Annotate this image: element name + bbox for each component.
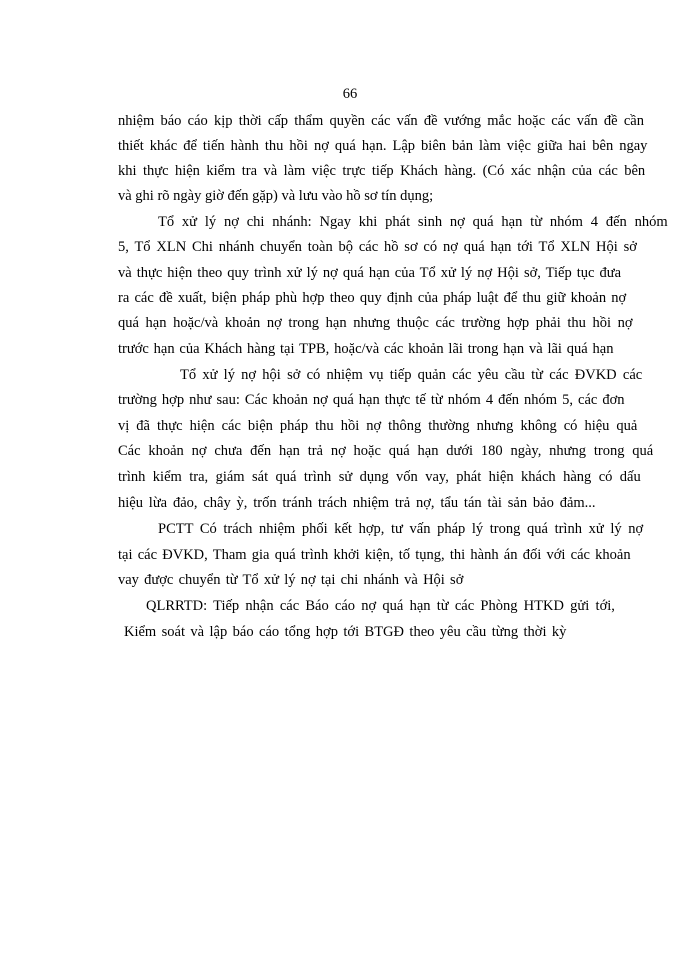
paragraph-line: và thực hiện theo quy trình xử lý nợ quá hạn của Tổ xử lý nợ Hội sở, Tiếp tục đưa xyxy=(118,265,622,281)
paragraph-line: trình kiểm tra, giám sát quá trình sử dụng vốn vay, phát hiện khách hàng có dấu xyxy=(118,469,641,485)
paragraph-line: nhiệm báo cáo kịp thời cấp thẩm quyền các vấn đề vướng mắc hoặc các vấn đề cần xyxy=(118,113,644,129)
paragraph-line: quá hạn hoặc/và khoản nợ trong hạn nhưng thuộc các trường hợp phải thu hồi nợ xyxy=(118,315,633,331)
paragraph-line: thiết khác để tiến hành thu hồi nợ quá hạn. Lập biên bản làm việc giữa hai bên ngay xyxy=(118,138,648,154)
paragraph-line: hiệu lừa đảo, chây ỳ, trốn tránh trách nhiệm trả nợ, tẩu tán tài sản bảo đảm... xyxy=(118,495,596,511)
paragraph-line: và ghi rõ ngày giờ đến gặp) và lưu vào hồ sơ tín dụng; xyxy=(118,188,434,204)
paragraph-line: Tổ xử lý nợ chi nhánh: Ngay khi phát sinh nợ quá hạn từ nhóm 4 đến nhóm xyxy=(158,214,668,230)
paragraph-line: trước hạn của Khách hàng tại TPB, hoặc/và các khoản lãi trong hạn và lãi quá hạn xyxy=(118,341,614,357)
paragraph-line: Tổ xử lý nợ hội sở có nhiệm vụ tiếp quản các yêu cầu từ các ĐVKD các xyxy=(180,367,643,383)
paragraph-line: khi thực hiện kiểm tra và làm việc trực tiếp Khách hàng. (Có xác nhận của các bên xyxy=(118,163,646,179)
paragraph-line: Kiểm soát và lập báo cáo tổng hợp tới BTGĐ theo yêu cầu từng thời kỳ xyxy=(124,624,567,640)
paragraph-line: vay được chuyển từ Tổ xử lý nợ tại chi nhánh và Hội sở xyxy=(118,572,464,588)
paragraph-line: QLRRTD: Tiếp nhận các Báo cáo nợ quá hạn từ các Phòng HTKD gửi tới, xyxy=(146,598,615,614)
paragraph-line: Các khoản nợ chưa đến hạn trả nợ hoặc quá hạn dưới 180 ngày, nhưng trong quá xyxy=(118,443,654,459)
paragraph-line: trường hợp như sau: Các khoản nợ quá hạn thực tế từ nhóm 4 đến nhóm 5, các đơn xyxy=(118,392,625,408)
paragraph-line: tại các ĐVKD, Tham gia quá trình khởi kiện, tố tụng, thi hành án đối với các khoản xyxy=(118,547,631,563)
page-number: 66 xyxy=(342,86,358,102)
paragraph-line: PCTT Có trách nhiệm phối kết hợp, tư vấn pháp lý trong quá trình xử lý nợ xyxy=(158,521,644,537)
paragraph-line: vị đã thực hiện các biện pháp thu hồi nợ thông thường nhưng không có hiệu quả xyxy=(118,418,638,434)
paragraph-line: 5, Tổ XLN Chi nhánh chuyển toàn bộ các hồ sơ có nợ quá hạn tới Tổ XLN Hội sở xyxy=(118,239,637,255)
paragraph-line: ra các đề xuất, biện pháp phù hợp theo quy định của pháp luật để thu giữ khoản nợ xyxy=(118,290,627,306)
